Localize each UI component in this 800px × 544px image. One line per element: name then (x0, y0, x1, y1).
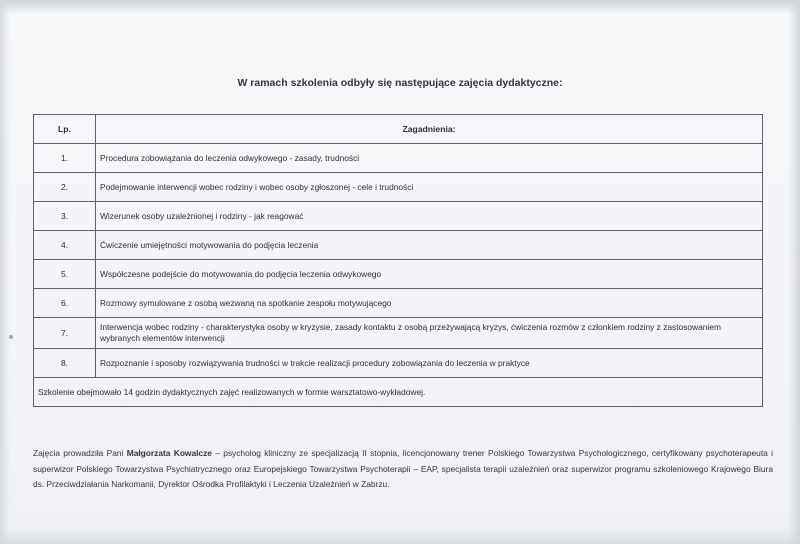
instructor-credentials: – psycholog kliniczny ze specjalizacją II stopnia, licencjonowany trener Polskiego Towarzystwa Psychologicznego, certyfikowany psychoterapeuta i superwizor Polskiego Towarzystwa Psychiatrycznego oraz Europejskiego Towarzystwa Psychoterapii – EAP, specjalista terapii uzależnień oraz superwizor programu szkoleniowego Krajowego Biura ds. Przeciwdziałania Narkomanii, Dyrektor Ośrodka Profilaktyki i Leczenia Uzależnień w Zabrzu. (33, 448, 773, 489)
row-topic: Interwencja wobec rodziny - charakterystyka osoby w kryzysie, zasady kontaktu z osobą przeżywającą kryzys, ćwiczenia rozmów z członkiem rodziny z zastosowaniem wybranych elementów interwencji (96, 318, 763, 349)
row-number: 6. (34, 289, 96, 318)
row-number: 7. (34, 318, 96, 349)
summary-text: Szkolenie obejmowało 14 godzin dydaktycznych zajęć realizowanych w formie warsztatowo-wykładowej. (34, 378, 763, 407)
row-topic: Podejmowanie interwencji wobec rodziny i wobec osoby zgłoszonej - cele i trudności (96, 173, 763, 202)
scan-speck (9, 335, 13, 339)
table-row (34, 318, 763, 349)
table-row (34, 349, 763, 378)
row-number: 2. (34, 173, 96, 202)
instructor-note (33, 446, 773, 493)
row-number: 3. (34, 202, 96, 231)
scan-shadow-bottom (0, 528, 800, 544)
row-topic: Procedura zobowiązania do leczenia odwykowego - zasady, trudności (96, 144, 763, 173)
row-topic: Rozmowy symulowane z osobą wezwaną na spotkanie zespołu motywującego (96, 289, 763, 318)
row-number: 4. (34, 231, 96, 260)
row-number: 1. (34, 144, 96, 173)
column-header-lp: Lp. (34, 115, 96, 144)
table-row (34, 173, 763, 202)
column-header-topics: Zagadnienia: (96, 115, 763, 144)
row-number: 8. (34, 349, 96, 378)
section-heading: W ramach szkolenia odbyły się następujące zajęcia dydaktyczne: (237, 77, 563, 89)
table-row (34, 289, 763, 318)
row-topic: Wizerunek osoby uzależnionej i rodziny - jak reagować (96, 202, 763, 231)
table-header-row (34, 115, 763, 144)
instructor-name: Małgorzata Kowalcze (126, 448, 212, 458)
row-topic: Współczesne podejście do motywowania do podjęcia leczenia odwykowego (96, 260, 763, 289)
row-topic: Rozpoznanie i sposoby rozwiązywania trudności w trakcie realizacji procedury zobowiązania do leczenia w praktyce (96, 349, 763, 378)
table-row (34, 260, 763, 289)
row-number: 5. (34, 260, 96, 289)
row-topic: Ćwiczenie umiejętności motywowania do podjęcia leczenia (96, 231, 763, 260)
scan-shadow-top (0, 0, 800, 14)
summary-row (34, 378, 763, 407)
table-row (34, 231, 763, 260)
instructor-note-prefix: Zajęcia prowadziła Pani (33, 448, 127, 458)
table-row (34, 144, 763, 173)
table-row (34, 202, 763, 231)
topics-table (33, 114, 763, 407)
